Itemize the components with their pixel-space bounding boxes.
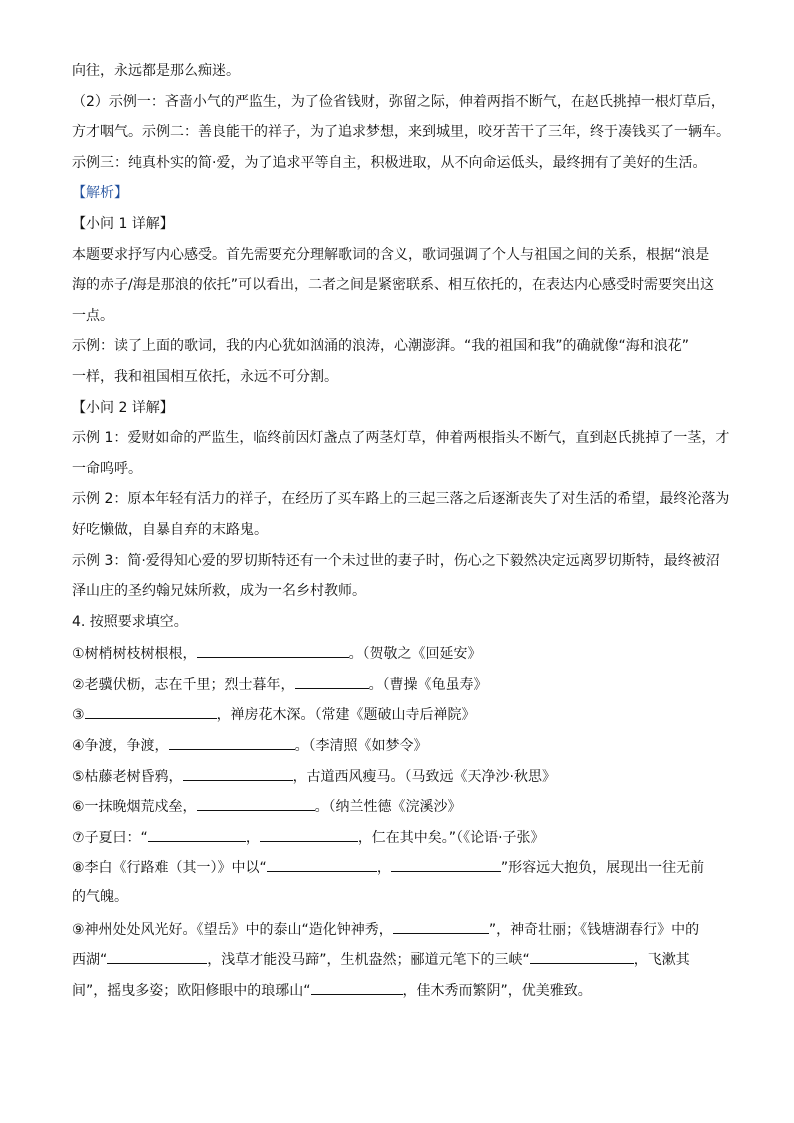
answer-blank[interactable] [311,980,403,995]
item-text: 。（李清照《如梦令》 [294,738,428,755]
fill-item-1 [72,643,722,661]
item-text: 。（贺敬之《回延安》 [348,646,482,663]
answer-blank[interactable] [85,704,217,719]
text-line: 示例 3：简·爱得知心爱的罗切斯特还有一个未过世的妻子时，伤心之下毅然决定远离罗切斯特，最终被沼 [72,552,720,569]
text-line: 示例三：纯真朴实的简·爱，为了追求平等自主，积极进取，从不向命运低头，最终拥有了美好的生活。 [72,154,707,171]
fill-item-6 [72,796,722,814]
item-text: 。（曹操《龟虽寿》 [368,676,488,693]
answer-blank[interactable] [295,674,369,689]
text-line: 示例 1：爱财如命的严监生，临终前因灯盏点了两茎灯草，伸着两根指头不断气，直到赵氏挑掉了一茎，才 [72,430,730,447]
item-text: ，古道西风瘦马。（马致远《天净沙·秋思》 [292,768,557,785]
text-line: 一命呜呼。 [72,460,142,477]
item-text: 间”，摇曳多姿；欧阳修眼中的琅琊山“ [72,982,311,999]
answer-blank[interactable] [197,796,315,811]
answer-blank[interactable] [148,827,246,842]
item-text: ，仁在其中矣。”（《论语·子张》 [357,829,545,846]
item-text: ， [245,829,260,846]
text-line: 本题要求抒写内心感受。首先需要充分理解歌词的含义，歌词强调了个人与祖国之间的关系，根据“浪是 [72,246,710,263]
item-text: ②老骥伏枥，志在千里；烈士暮年， [72,676,295,693]
item-text: ⑧李白《行路难（其一）》中以“ [72,860,267,877]
text-line: 海的赤子/海是那浪的依托”可以看出，二者之间是紧密联系、相互依托的，在表达内心感受时需要突出这 [72,277,714,294]
fill-item-9 [72,919,722,937]
text-line: （2）示例一：吝啬小气的严监生，为了俭省钱财，弥留之际，伸着两指不断气，在赵氏挑掉一根灯草后， [72,93,725,110]
text-line: 方才咽气。示例二：善良能干的祥子，为了追求梦想，来到城里，咬牙苦干了三年，终于凑钱买了一辆车。 [72,124,730,141]
item-text: ”形容远大抱负，展现出一往无前 [500,860,705,877]
answer-blank[interactable] [183,766,293,781]
fill-item-7 [72,827,722,845]
item-text: ， [376,860,391,877]
fill-item-9-cont [72,980,722,998]
fill-item-9-cont [72,949,722,967]
text-line: 好吃懒做，自暴自弃的末路鬼。 [72,521,268,538]
question-4-heading: 4. 按照要求填空。 [72,613,188,630]
answer-blank[interactable] [169,735,295,750]
item-text: ⑦子夏曰：“ [72,829,148,846]
item-text: ①树梢树枝树根根， [72,646,197,663]
answer-blank[interactable] [530,949,634,964]
answer-blank[interactable] [260,827,358,842]
item-text: ③ [72,707,85,724]
item-text: ⑥一抹晚烟荒戍垒， [72,799,197,816]
item-text: ，飞漱其 [633,952,690,969]
text-line: 的气魄。 [72,889,128,906]
analysis-label: 【解析】 [72,185,128,202]
answer-blank[interactable] [107,949,207,964]
answer-blank[interactable] [391,857,501,872]
text-line: 示例：读了上面的歌词，我的内心犹如汹涌的浪涛，心潮澎湃。“我的祖国和我”的确就像“海和浪花” [72,338,690,355]
item-text: ，浅草才能没马蹄”，生机盎然；郦道元笔下的三峡“ [207,952,530,969]
fill-item-2 [72,674,722,692]
text-line: 向往，永远都是那么痴迷。 [72,63,240,79]
item-text: 。（纳兰性德《浣溪沙》 [314,799,462,816]
subquestion-2-heading: 【小问 2 详解】 [72,399,174,416]
item-text: ，佳木秀而繁阴”，优美雅致。 [402,982,592,999]
document-page [72,62,730,1010]
text-line: 一点。 [72,307,114,324]
text-line: 示例 2：原本年轻有活力的祥子，在经历了买车路上的三起三落之后逐渐丧失了对生活的希望，最终沦落为 [72,491,730,508]
answer-blank[interactable] [197,643,349,658]
text-line: 泽山庄的圣约翰兄妹所救，成为一名乡村教师。 [72,583,366,600]
answer-blank[interactable] [393,919,489,934]
item-text: ④争渡，争渡， [72,738,169,755]
item-text: ⑨神州处处风光好。《望岳》中的泰山“造化钟神秀， [72,921,393,938]
item-text: ⑤枯藤老树昏鸦， [72,768,183,785]
item-text: 西湖“ [72,952,108,969]
item-text: ”，神奇壮丽；《钱塘湖春行》中的 [488,921,700,938]
fill-item-5 [72,766,722,784]
fill-item-8 [72,857,722,875]
item-text: ，禅房花木深。（常建《题破山寺后禅院》 [216,707,476,724]
fill-item-4 [72,735,722,753]
answer-blank[interactable] [267,857,377,872]
text-line: 一样，我和祖国相互依托，永远不可分割。 [72,368,338,385]
fill-item-3 [72,704,722,722]
subquestion-1-heading: 【小问 1 详解】 [72,215,174,232]
